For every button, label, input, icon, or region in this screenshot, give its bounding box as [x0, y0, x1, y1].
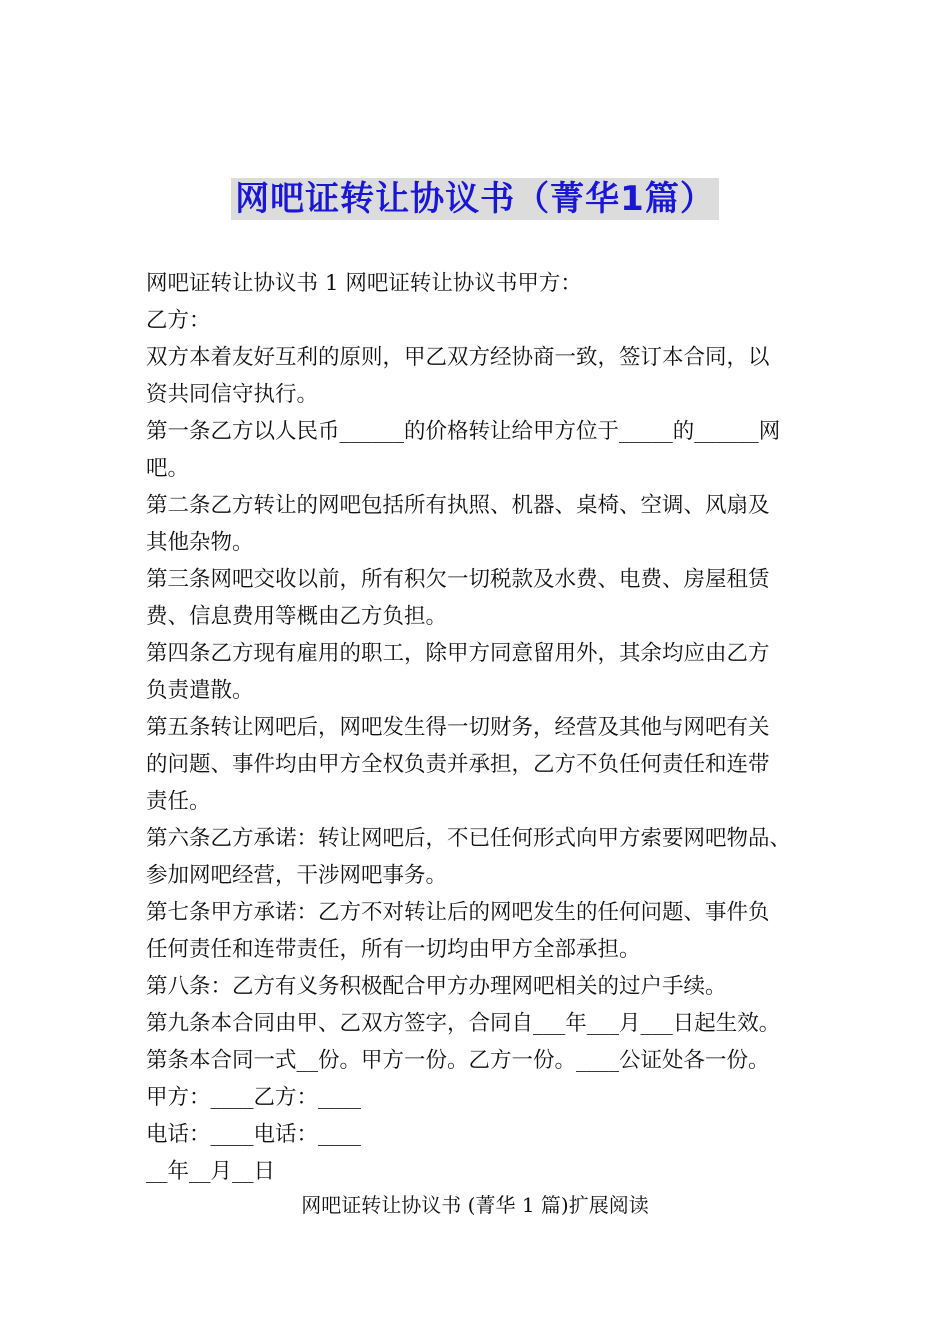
paragraph-line: 吧。 — [146, 456, 190, 481]
paragraph-line: 网吧证转让协议书 1 网吧证转让协议书甲方： — [146, 271, 582, 296]
paragraph-line: 第二条乙方转让的网吧包括所有执照、机器、桌椅、空调、风扇及 — [146, 493, 770, 518]
paragraph-line: 第一条乙方以人民币______的价格转让给甲方位于_____的______网 — [146, 419, 781, 444]
title-container — [0, 178, 950, 220]
paragraph-line: 其他杂物。 — [146, 530, 254, 555]
extended-reading-heading: 网吧证转让协议书 (菁华 1 篇)扩展阅读 — [301, 1193, 649, 1217]
document-body — [146, 265, 836, 1190]
document-title: 网吧证转让协议书（菁华1篇） — [231, 178, 719, 220]
paragraph-line: 乙方： — [146, 308, 211, 333]
paragraph-line: 第四条乙方现有雇用的职工，除甲方同意留用外，其余均应由乙方 — [146, 641, 770, 666]
paragraph-line: 第六条乙方承诺：转让网吧后，不已任何形式向甲方索要网吧物品、 — [146, 826, 792, 851]
paragraph-line: 责任。 — [146, 789, 211, 814]
paragraph-line: 第七条甲方承诺：乙方不对转让后的网吧发生的任何问题、事件负 — [146, 900, 770, 925]
paragraph-line: 任何责任和连带责任，所有一切均由甲方全部承担。 — [146, 937, 641, 962]
paragraph-line: 第条本合同一式__份。甲方一份。乙方一份。____公证处各一份。 — [146, 1048, 770, 1073]
paragraph-line: 资共同信守执行。 — [146, 382, 319, 407]
paragraph-line: 双方本着友好互利的原则，甲乙双方经协商一致，签订本合同，以 — [146, 345, 770, 370]
paragraph-line: 第八条：乙方有义务积极配合甲方办理网吧相关的过户手续。 — [146, 974, 727, 999]
signature-phone-line: 电话：____电话：____ — [146, 1122, 362, 1147]
paragraph-line: 第五条转让网吧后，网吧发生得一切财务，经营及其他与网吧有关 — [146, 715, 770, 740]
paragraph-line: 负责遣散。 — [146, 678, 254, 703]
paragraph-line: 费、信息费用等概由乙方负担。 — [146, 604, 448, 629]
paragraph-line: 的问题、事件均由甲方全权负责并承担，乙方不负任何责任和连带 — [146, 752, 770, 777]
signature-party-line: 甲方：____乙方：____ — [146, 1085, 362, 1110]
signature-date-line: __年__月__日 — [146, 1159, 276, 1184]
paragraph-line: 参加网吧经营，干涉网吧事务。 — [146, 863, 448, 888]
paragraph-line: 第九条本合同由甲、乙双方签字，合同自___年___月___日起生效。 — [146, 1011, 781, 1036]
paragraph-line: 第三条网吧交收以前，所有积欠一切税款及水费、电费、房屋租赁 — [146, 567, 770, 592]
